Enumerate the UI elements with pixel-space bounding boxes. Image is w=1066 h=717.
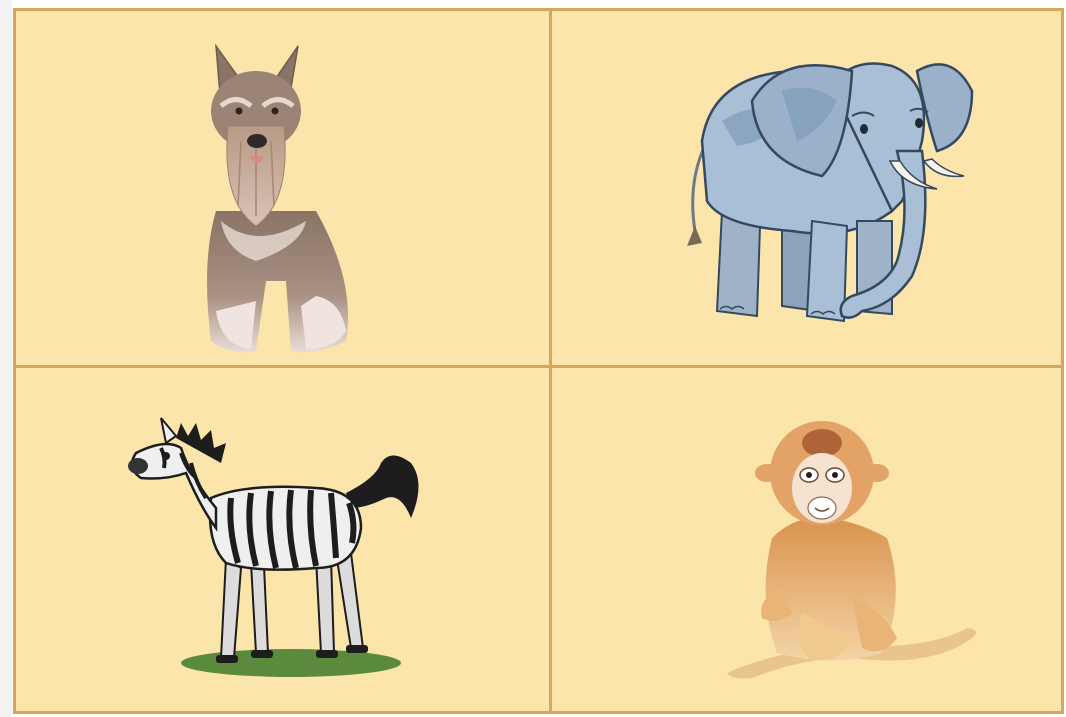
card-monkey[interactable]: [552, 368, 1061, 711]
card-elephant[interactable]: [552, 11, 1061, 365]
page-margin-left: [0, 0, 12, 717]
monkey-icon: [552, 368, 1061, 711]
card-dog[interactable]: [16, 11, 549, 365]
elephant-icon: [552, 11, 1061, 365]
animal-card-grid: [13, 8, 1064, 714]
dog-icon: [16, 11, 549, 365]
zebra-icon: [16, 368, 549, 711]
card-zebra[interactable]: [16, 368, 549, 711]
